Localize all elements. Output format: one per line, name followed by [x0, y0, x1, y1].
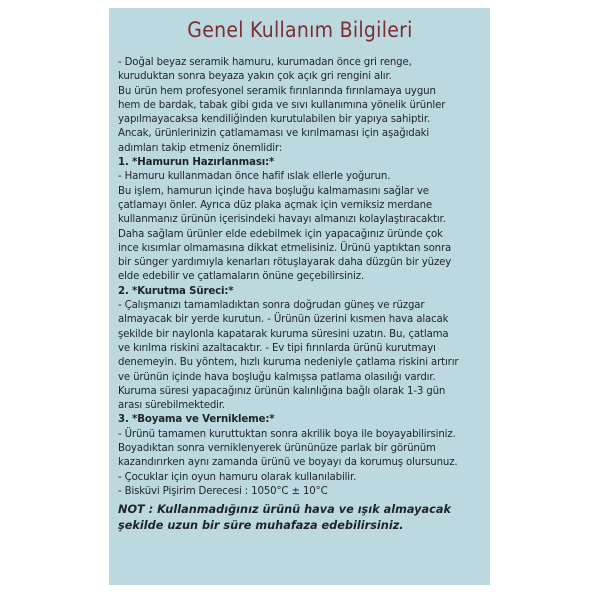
section-heading: 2. *Kurutma Süreci:*: [118, 285, 234, 297]
body-line: almayacak bir yerde kurutun. - Ürünün üzerini kısmen hava alacak: [118, 314, 449, 326]
body-line: ve kırılma riskini azaltacaktır. - Ev tipi fırınlarda ürünü kurutmayı: [118, 342, 436, 354]
body-line: Ancak, ürünlerinizin çatlamaması ve kırılmaması için aşağıdaki: [118, 128, 430, 140]
section-heading: 3. *Boyama ve Vernikleme:*: [118, 414, 275, 426]
info-card: [109, 8, 490, 585]
body-line: Kuruma süresi yapacağınız ürünün kalınlığına bağlı olarak 1-3 gün: [118, 385, 446, 397]
note-line: NOT : Kullanmadığınız ürünü hava ve ışık almayacak: [118, 503, 451, 517]
body-line: ince kısımlar olmamasına dikkat etmelisiniz. Ürünü yaptıktan sonra: [118, 242, 452, 254]
body-line: Daha sağlam ürünler elde edebilmek için yapacağınız üründe çok: [118, 228, 443, 240]
card-body: [118, 56, 482, 499]
body-line: - Çocuklar için oyun hamuru olarak kullanılabilir.: [118, 471, 357, 483]
body-line: elde edebilir ve çatlamaların önüne geçebilirsiniz.: [118, 271, 365, 283]
body-line: çatlamayı önler. Ayrıca düz plaka açmak için verniksiz merdane: [118, 199, 433, 211]
body-line: Bu işlem, hamurun içinde hava boşluğu kalmamasını sağlar ve: [118, 185, 429, 197]
body-line: şekilde bir naylonla kapatarak kuruma süresini uzatın. Bu, çatlama: [118, 328, 449, 340]
body-line: adımları takip etmeniz önemlidir:: [118, 142, 283, 154]
body-line: bir sünger yardımıyla kenarları rötuşlayarak daha düzgün bir yüzey: [118, 257, 452, 269]
note-line: şekilde uzun bir süre muhafaza edebilirsiniz.: [118, 519, 404, 533]
body-line: - Doğal beyaz seramik hamuru, kurumadan önce gri renge,: [118, 57, 412, 68]
body-line: arası sürebilmektedir.: [118, 400, 226, 412]
body-line: kuruduktan sonra beyaza yakın çok açık gri rengini alır.: [118, 71, 392, 83]
body-line: kazandırırken aynı zamanda ürünü ve boyayı da korumuş olursunuz.: [118, 457, 458, 469]
body-line: - Çalışmanızı tamamladıktan sonra doğrudan güneş ve rüzgar: [118, 300, 425, 312]
card-title: Genel Kullanım Bilgileri: [187, 18, 413, 42]
note-block: [118, 502, 482, 534]
body-line: denemeyin. Bu yöntem, hızlı kuruma nedeniyle çatlama riskini artırır: [118, 357, 459, 369]
body-line: - Ürünü tamamen kuruttuktan sonra akrilik boya ile boyayabilirsiniz.: [118, 428, 456, 440]
body-line: yapılmayacaksa kendiliğinden kurutulabilen bir yapıya sahiptir.: [118, 114, 431, 126]
body-line: hem de bardak, tabak gibi gıda ve sıvı kullanımına yönelik ürünler: [118, 99, 446, 111]
body-line: kullanmanız ürünün içerisindeki havayı almanızı kolaylaştıracaktır.: [118, 214, 446, 226]
body-line: Bu ürün hem profesyonel seramik fırınlarında fırınlamaya uygun: [118, 85, 436, 97]
body-line: Boyadıktan sonra verniklenyerek ürününüze parlak bir görünüm: [118, 443, 436, 455]
section-heading: 1. *Hamurun Hazırlanması:*: [118, 157, 275, 169]
body-line: - Bisküvi Pişirim Derecesi : 1050°C ± 10°C: [118, 485, 328, 497]
body-line: ve ürünün içinde hava boşluğu kalmışsa patlama olasılığı vardır.: [118, 371, 436, 383]
body-line: - Hamuru kullanmadan önce hafif ıslak ellerle yoğurun.: [118, 171, 391, 183]
